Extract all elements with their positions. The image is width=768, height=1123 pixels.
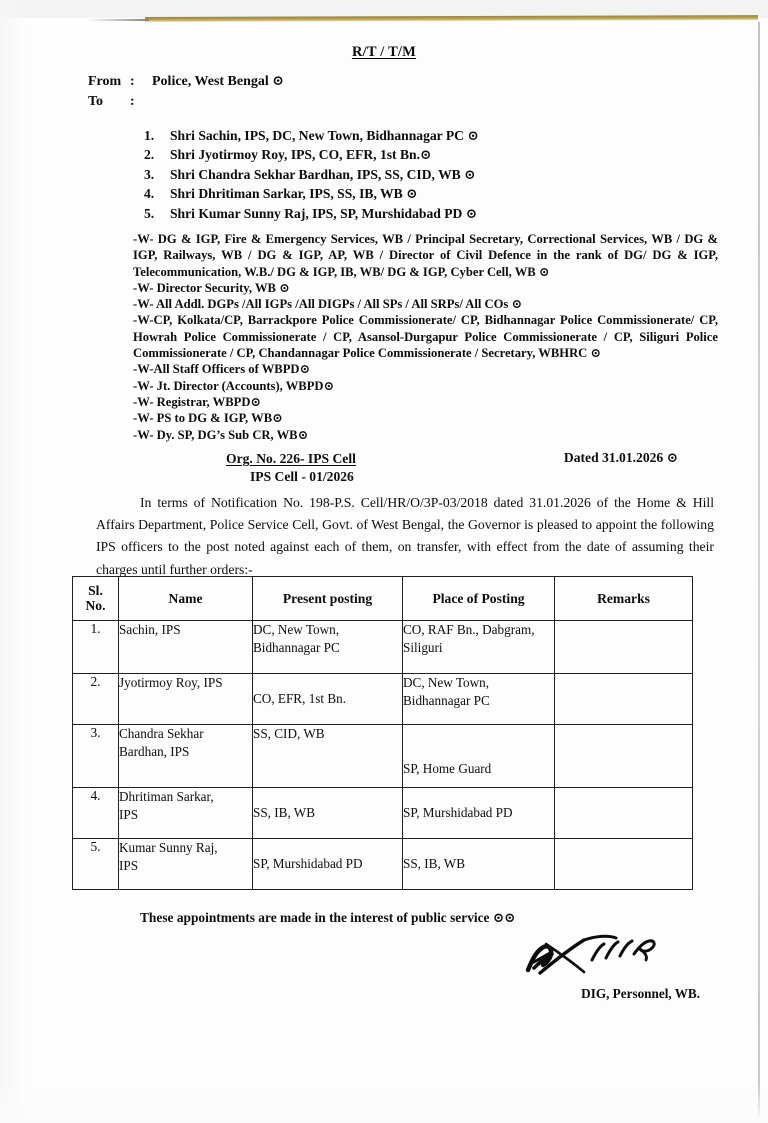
copy-to-item: -W- All Addl. DGPs /All IGPs /All DIGPs / All SPs / All SRPs/ All COs ⊙ bbox=[133, 297, 523, 312]
addressee-text: Shri Dhritiman Sarkar, IPS, SS, IB, WB ⊙ bbox=[170, 186, 418, 202]
copy-to-item: -W- Dy. SP, DG’s Sub CR, WB⊙ bbox=[133, 427, 309, 442]
signature-icon bbox=[510, 930, 670, 978]
cell-present-posting: SP, Murshidabad PD bbox=[253, 839, 403, 890]
column-header-sl-line2: No. bbox=[85, 598, 106, 613]
cell-remarks bbox=[555, 725, 693, 788]
cell-name bbox=[119, 674, 253, 725]
handwritten-signature bbox=[510, 930, 670, 978]
from-colon: : bbox=[130, 74, 135, 89]
from-label: From bbox=[88, 74, 122, 89]
table-row bbox=[73, 839, 693, 890]
closing-note: These appointments are made in the interest of public service ⊙⊙ bbox=[140, 910, 516, 925]
column-header-sl-line1: Sl. bbox=[88, 583, 103, 598]
copy-to-item: -W- PS to DG & IGP, WB⊙ bbox=[133, 411, 283, 426]
addressee-number: 1. bbox=[144, 128, 155, 143]
cell-name bbox=[119, 725, 253, 788]
cell-sl-no: 1. bbox=[73, 621, 119, 674]
order-reference-line bbox=[0, 450, 768, 490]
addressee-text: Shri Chandra Sekhar Bardhan, IPS, SS, CID, WB ⊙ bbox=[170, 166, 476, 182]
cell-place-of-posting: SP, Home Guard bbox=[403, 725, 555, 788]
list-item bbox=[144, 145, 479, 164]
copy-to-item: -W- DG & IGP, Fire & Emergency Services, WB / Principal Secretary, Correctional Services, WB / DG & IGP, Railways, WB / DG & IGP, AP, WB / Director of Civil Defence in the rank of DG/ DG & IGP, Telecommunication, W.B./ DG & IGP, IB, WB/ DG & IGP, Cyber Cell, WB ⊙ bbox=[133, 232, 718, 279]
addressee-list bbox=[144, 126, 479, 223]
copy-to-item: -W-All Staff Officers of WBPD⊙ bbox=[133, 362, 311, 377]
column-header-sl-no bbox=[73, 577, 119, 621]
cell-name-line1: Sachin, IPS bbox=[119, 622, 181, 637]
cell-present-posting: DC, New Town, Bidhannagar PC bbox=[253, 621, 403, 674]
signature-block bbox=[500, 930, 700, 1002]
order-body-paragraph: In terms of Notification No. 198-P.S. Cell/HR/O/3P-03/2018 dated 31.01.2026 of the Home & Hill Affairs Department, Police Service Cell, Govt. of West Bengal, the Governor is pleased to appoint the following IPS officers to the post noted against each of them, on transfer, with effect from the date of assuming their charges until further orders:- bbox=[96, 495, 714, 577]
cell-name-line1: Dhritiman Sarkar, bbox=[119, 789, 214, 804]
cell-name-line2: IPS bbox=[119, 806, 139, 822]
column-header-place-of-posting: Place of Posting bbox=[403, 577, 555, 621]
table-row bbox=[73, 621, 693, 674]
cell-present-posting: SS, CID, WB bbox=[253, 725, 403, 788]
table-row bbox=[73, 674, 693, 725]
list-item bbox=[144, 126, 479, 145]
cell-name-line1: Jyotirmoy Roy, IPS bbox=[119, 675, 223, 690]
list-item bbox=[144, 204, 479, 223]
addressee-text: Shri Sachin, IPS, DC, New Town, Bidhannagar PC ⊙ bbox=[170, 128, 479, 143]
cell-place-of-posting: DC, New Town, Bidhannagar PC bbox=[403, 674, 555, 725]
cell-name bbox=[119, 839, 253, 890]
table-row bbox=[73, 788, 693, 839]
column-header-present-posting: Present posting bbox=[253, 577, 403, 621]
cell-sl-no: 4. bbox=[73, 788, 119, 839]
cell-present-posting: SS, IB, WB bbox=[253, 788, 403, 839]
addressee-number: 4. bbox=[144, 186, 155, 202]
cell-sl-no: 5. bbox=[73, 839, 119, 890]
from-to-block bbox=[88, 72, 284, 112]
column-header-remarks: Remarks bbox=[555, 577, 693, 621]
list-item bbox=[144, 165, 479, 184]
cell-sl-no: 3. bbox=[73, 725, 119, 788]
order-date: Dated 31.01.2026 ⊙ bbox=[563, 450, 678, 465]
signature-caption: DIG, Personnel, WB. bbox=[581, 986, 700, 1001]
order-number: Org. No. 226- IPS Cell bbox=[226, 451, 356, 466]
cell-name-line2: Bardhan, IPS bbox=[119, 743, 190, 759]
to-row bbox=[88, 92, 284, 112]
column-header-name: Name bbox=[119, 577, 253, 621]
copy-to-item: -W- Director Security, WB ⊙ bbox=[133, 280, 290, 295]
cell-name-line1: Kumar Sunny Raj, bbox=[119, 840, 218, 855]
postings-table bbox=[72, 576, 693, 890]
cell-place-of-posting: SP, Murshidabad PD bbox=[403, 788, 555, 839]
order-subline: IPS Cell - 01/2026 bbox=[250, 469, 354, 484]
copy-to-distribution-list bbox=[133, 231, 718, 443]
cell-remarks bbox=[555, 621, 693, 674]
to-label: To bbox=[88, 94, 104, 109]
postings-table-container bbox=[72, 576, 692, 890]
cell-place-of-posting: CO, RAF Bn., Dabgram, Siliguri bbox=[403, 621, 555, 674]
addressee-text: Shri Kumar Sunny Raj, IPS, SP, Murshidabad PD ⊙ bbox=[170, 205, 478, 221]
from-value: Police, West Bengal ⊙ bbox=[152, 74, 285, 89]
cell-name-line2: IPS bbox=[119, 857, 139, 873]
cell-sl-no: 2. bbox=[73, 674, 119, 725]
cell-remarks bbox=[555, 788, 693, 839]
copy-to-item: -W- Jt. Director (Accounts), WBPD⊙ bbox=[133, 378, 335, 393]
list-item bbox=[144, 184, 479, 203]
copy-to-item: -W- Registrar, WBPD⊙ bbox=[133, 394, 261, 409]
cell-place-of-posting: SS, IB, WB bbox=[403, 839, 555, 890]
cell-name-line1: Chandra Sekhar bbox=[119, 726, 204, 741]
cell-remarks bbox=[555, 839, 693, 890]
cell-name bbox=[119, 621, 253, 674]
order-number-block bbox=[226, 450, 356, 486]
table-row bbox=[73, 725, 693, 788]
addressee-number: 2. bbox=[144, 147, 155, 163]
cell-present-posting: CO, EFR, 1st Bn. bbox=[253, 674, 403, 725]
to-colon: : bbox=[130, 94, 135, 109]
document-heading-text: R/T / T/M bbox=[351, 44, 417, 60]
cell-name bbox=[119, 788, 253, 839]
document-heading bbox=[0, 44, 768, 61]
addressee-number: 3. bbox=[144, 166, 155, 182]
cell-remarks bbox=[555, 674, 693, 725]
copy-to-item: -W-CP, Kolkata/CP, Barrackpore Police Commissionerate/ CP, Bidhannagar Police Commissionerate/ CP, Howrah Police Commissionerate / CP, Asansol-Durgapur Police Commissionerate / CP, Siliguri Police Commissionerate / CP, Chandannagar Police Commissionerate / Secretary, WBHRC ⊙ bbox=[133, 313, 718, 361]
addressee-text: Shri Jyotirmoy Roy, IPS, CO, EFR, 1st Bn.⊙ bbox=[170, 147, 432, 163]
from-row bbox=[88, 72, 284, 92]
table-header-row bbox=[73, 577, 693, 621]
addressee-number: 5. bbox=[144, 205, 155, 221]
